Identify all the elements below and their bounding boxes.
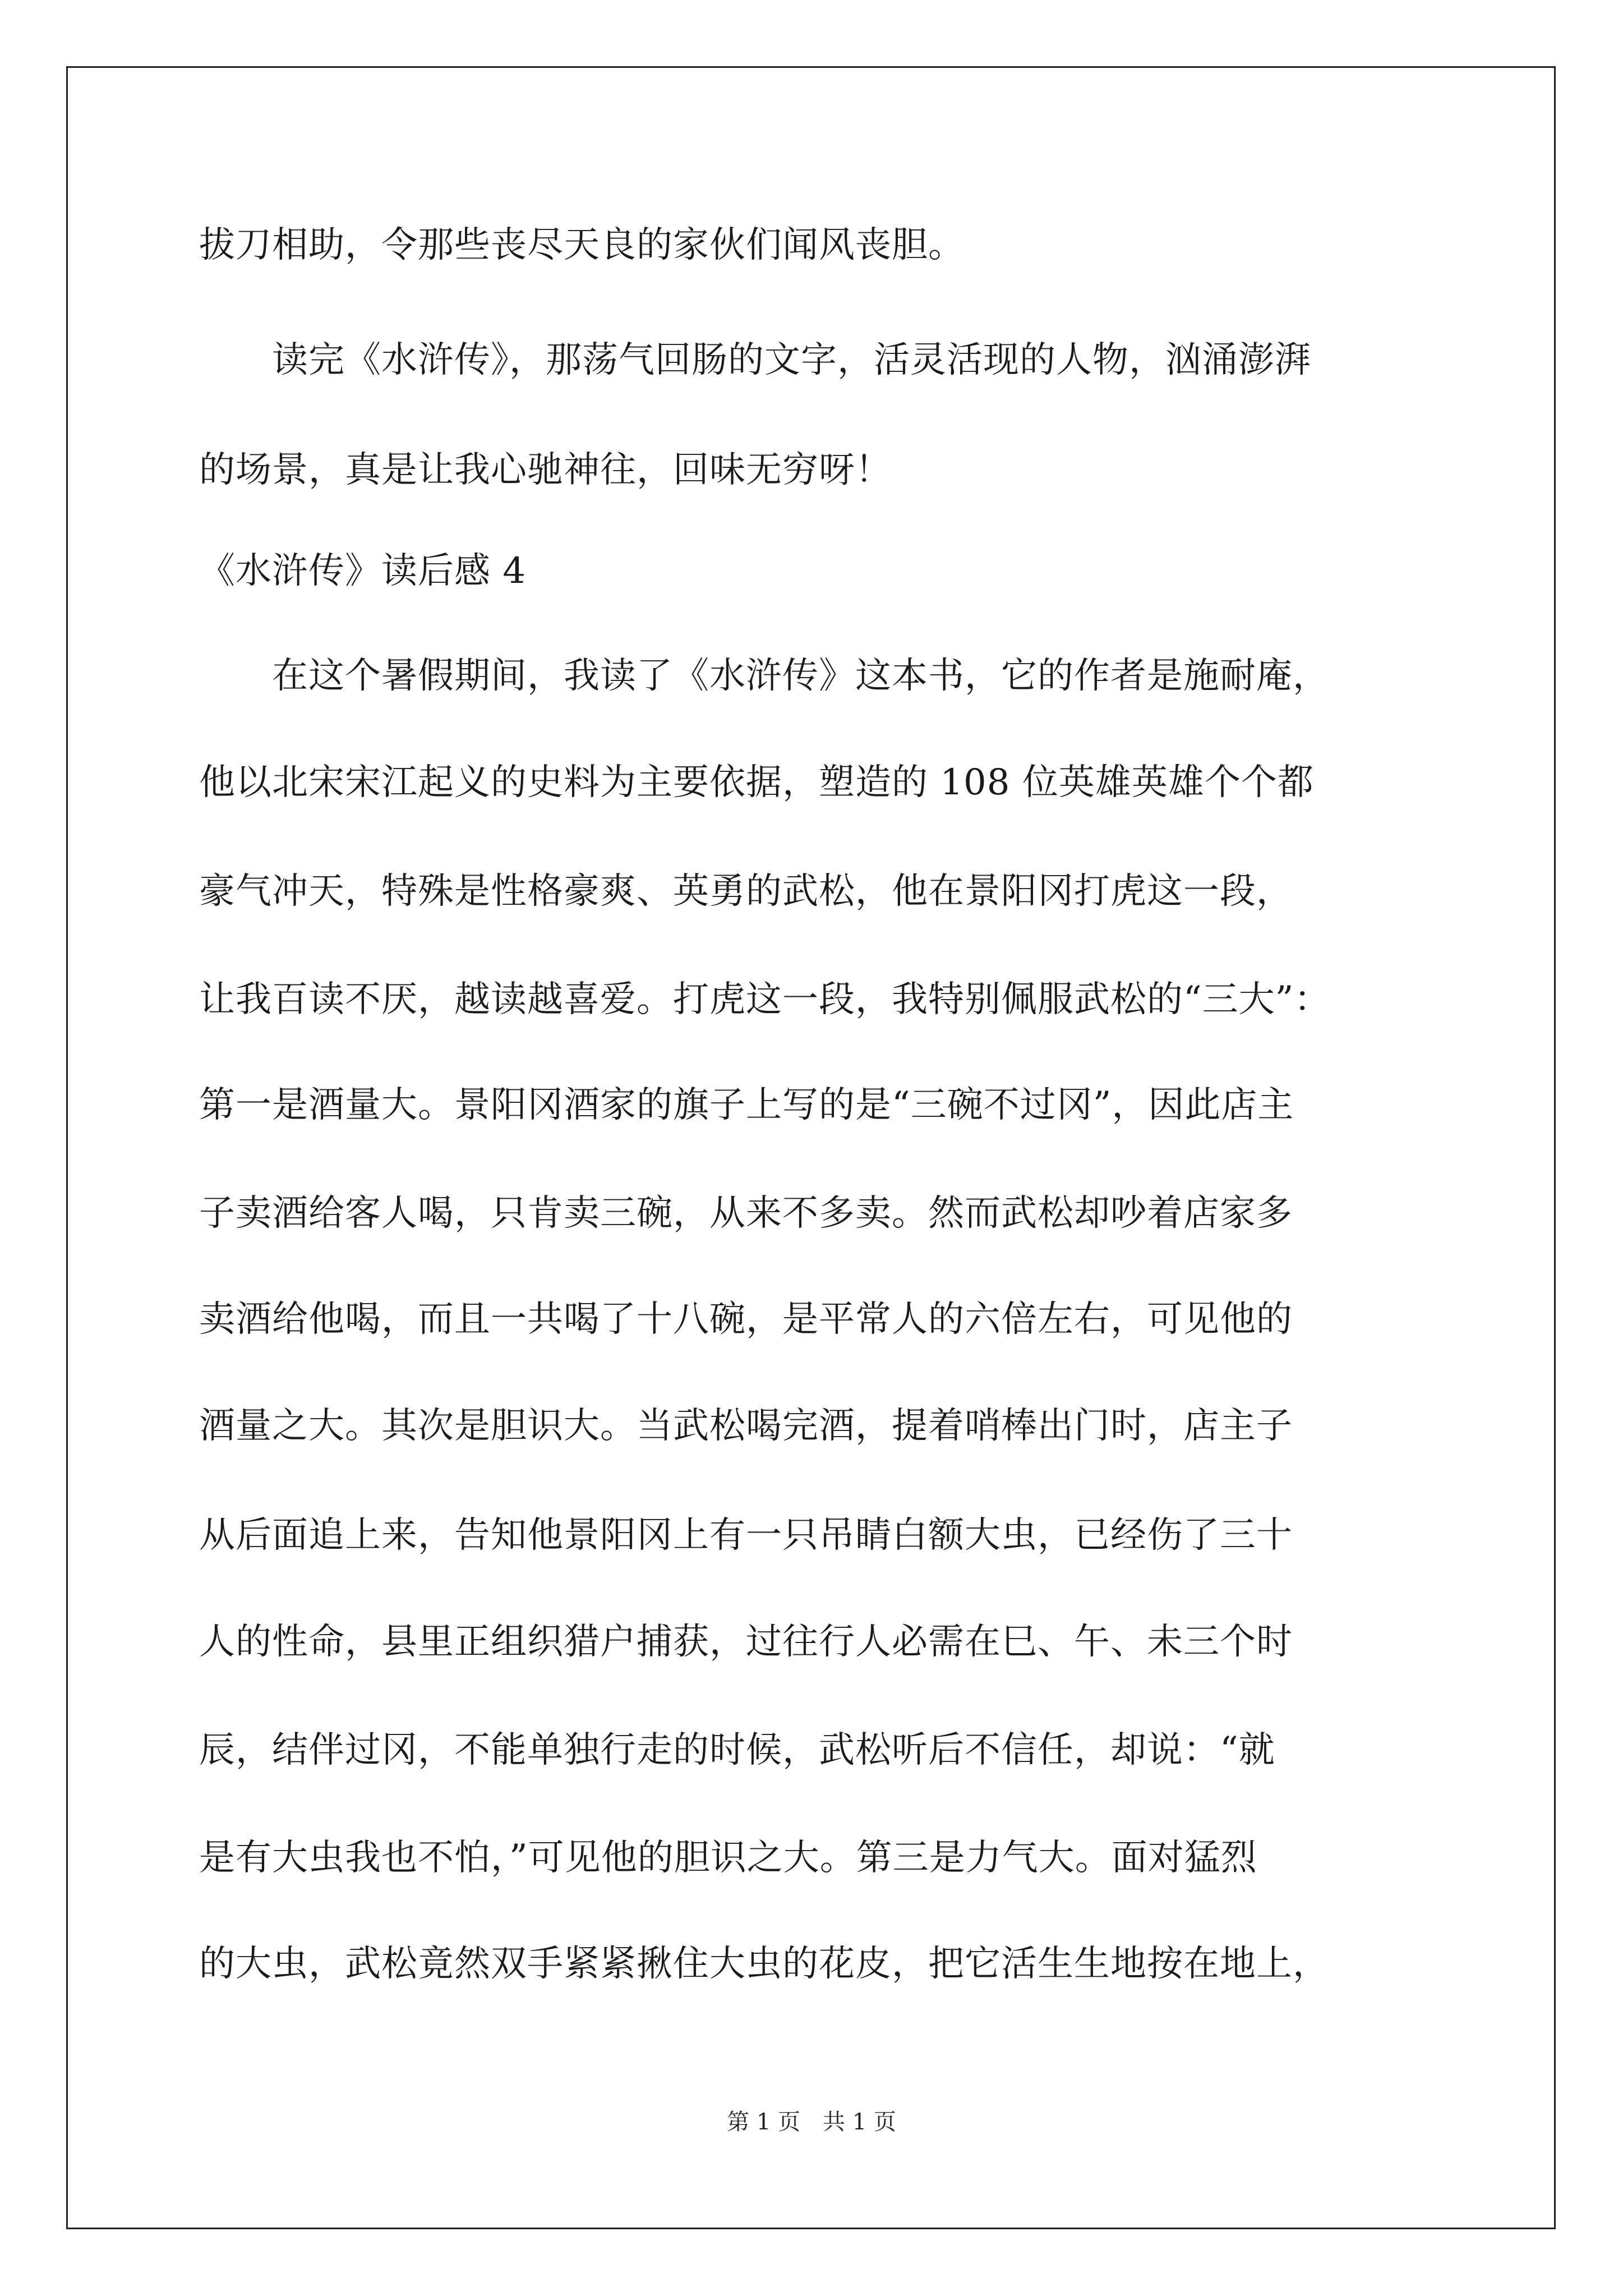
text-line: 子卖酒给客人喝，只肯卖三碗，从来不多卖。然而武松却吵着店家多 bbox=[199, 1193, 1293, 1234]
text-line: 读完《水浒传》，那荡气回肠的文字，活灵活现的人物，汹涌澎湃 bbox=[199, 339, 1311, 381]
text-line: 在这个暑假期间，我读了《水浒传》这本书，它的作者是施耐庵， bbox=[199, 655, 1329, 697]
page-border bbox=[66, 66, 1556, 2229]
text-line: 他以北宋宋江起义的史料为主要依据，塑造的 108 位英雄英雄个个都 bbox=[199, 762, 1314, 803]
text-line: 的场景，真是让我心驰神往，回味无穷呀！ bbox=[199, 449, 892, 491]
page-number-footer: 第 1 页 共 1 页 bbox=[727, 2109, 896, 2135]
text-line: 第一是酒量大。景阳冈酒家的旗子上写的是“三碗不过冈”，因此店主 bbox=[199, 1084, 1294, 1126]
text-line: 卖酒给他喝，而且一共喝了十八碗，是平常人的六倍左右，可见他的 bbox=[199, 1299, 1293, 1340]
section-heading: 《水浒传》读后感 4 bbox=[199, 550, 527, 592]
text-line: 从后面追上来，告知他景阳冈上有一只吊睛白额大虫，已经伤了三十 bbox=[199, 1515, 1293, 1556]
text-line: 人的性命，县里正组织猎户捕获，过往行人必需在巳、午、未三个时 bbox=[199, 1621, 1293, 1663]
text-line: 的大虫，武松竟然双手紧紧揪住大虫的花皮，把它活生生地按在地上， bbox=[199, 1943, 1329, 1985]
text-line: 酒量之大。其次是胆识大。当武松喝完酒，提着哨棒出门时，店主子 bbox=[199, 1405, 1293, 1447]
text-line: 辰，结伴过冈，不能单独行走的时候，武松听后不信任，却说：“就 bbox=[199, 1729, 1275, 1771]
text-line: 让我百读不厌，越读越喜爱。打虎这一段，我特别佩服武松的“三大”： bbox=[199, 979, 1331, 1020]
text-line: 是有大虫我也不怕，”可见他的胆识之大。第三是力气大。面对猛烈 bbox=[199, 1837, 1257, 1879]
text-line: 豪气冲天，特殊是性格豪爽、英勇的武松，他在景阳冈打虎这一段， bbox=[199, 871, 1293, 912]
text-line: 拔刀相助，令那些丧尽天良的家伙们闻风丧胆。 bbox=[199, 224, 965, 266]
